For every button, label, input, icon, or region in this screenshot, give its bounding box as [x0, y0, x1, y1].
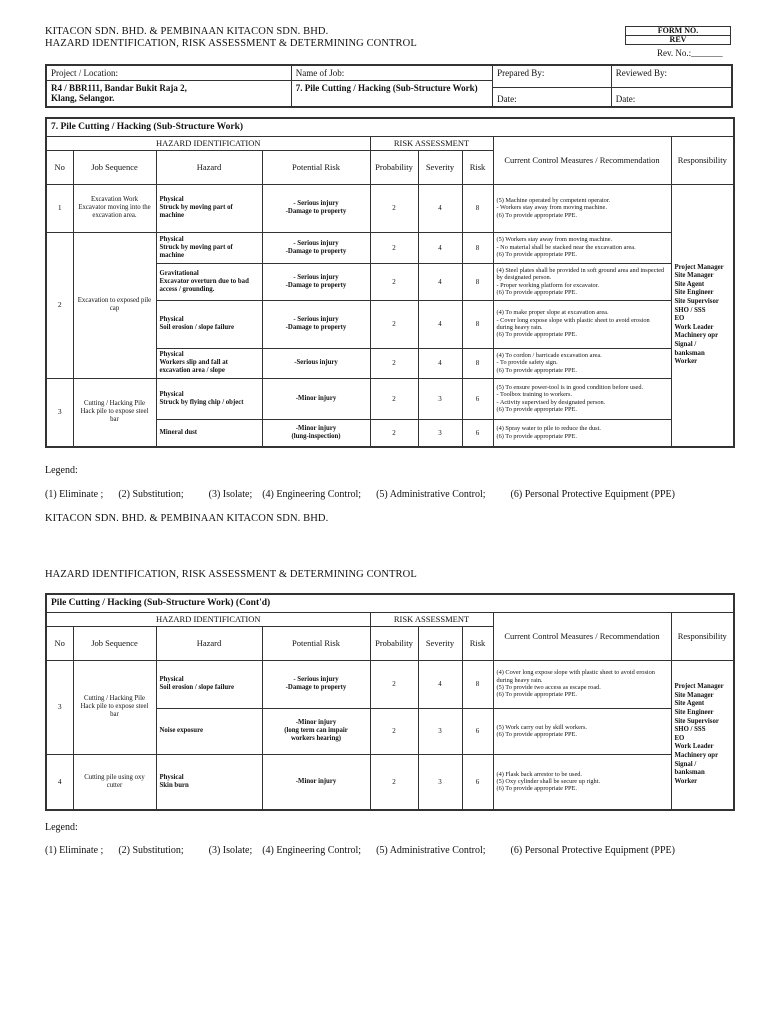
project-info-table: [45, 64, 733, 108]
risk-cell: 8: [462, 300, 493, 348]
job-sequence: Excavation to exposed pile cap: [73, 232, 156, 378]
control-cell: (4) Steel plates shall be provided in soft ground area and inspected by designated person. - Proper working platform for excavator. (6) To provide appropriate PPE.: [493, 263, 671, 300]
hazard-cell: Physical Struck by moving part of machine: [156, 184, 262, 232]
control-measures-header: Current Control Measures / Recommendation: [493, 612, 671, 660]
job-sequence: Cutting / Hacking Pile Hack pile to expose steel bar: [73, 660, 156, 754]
job-sequence-header: Job Sequence: [73, 626, 156, 660]
probability-cell: 2: [370, 263, 418, 300]
hazard-cell: Physical Skin burn: [156, 754, 262, 810]
potential-risk-header: Potential Risk: [262, 150, 370, 184]
control-cell: (5) Work carry out by skill workers. (6) To provide appropriate PPE.: [493, 708, 671, 754]
probability-cell: 2: [370, 708, 418, 754]
severity-cell: 3: [418, 378, 462, 419]
potential-risk-cell: - Serious injury -Damage to property: [262, 184, 370, 232]
control-cell: (4) To make proper slope at excavation area. - Cover long expose slope with plastic sheet to avoid erosion during heavy rain. (6) To provide appropriate PPE.: [493, 300, 671, 348]
row-no: 2: [46, 232, 73, 378]
severity-cell: 3: [418, 419, 462, 447]
risk-cell: 6: [462, 419, 493, 447]
probability-cell: 2: [370, 378, 418, 419]
job-sequence-header: Job Sequence: [73, 150, 156, 184]
hazard-cell: Noise exposure: [156, 708, 262, 754]
prepared-date-label: Date:: [493, 87, 612, 107]
responsibility-cell: Project Manager Site Manager Site Agent Site Engineer Site Supervisor SHO / SSS EO Work Leader Machinery opr Signal / banksman Worker: [671, 660, 734, 810]
probability-cell: 2: [370, 348, 418, 378]
potential-risk-cell: - Serious injury -Damage to property: [262, 660, 370, 708]
hazard-cell: Physical Soil erosion / slope failure: [156, 660, 262, 708]
severity-cell: 4: [418, 660, 462, 708]
probability-cell: 2: [370, 419, 418, 447]
risk-header: Risk: [462, 626, 493, 660]
table-row: [46, 378, 734, 419]
risk-cell: 8: [462, 184, 493, 232]
job-sequence: Cutting pile using oxy cutter: [73, 754, 156, 810]
probability-header: Probability: [370, 626, 418, 660]
risk-table-2: [45, 593, 735, 811]
row-no: 3: [46, 660, 73, 754]
company-name-footer: KITACON SDN. BHD. & PEMBINAAN KITACON SDN. BHD.: [45, 513, 329, 524]
severity-header: Severity: [418, 626, 462, 660]
table-row: [46, 232, 734, 263]
hazard-cell: Physical Workers slip and fall at excavation area / slope: [156, 348, 262, 378]
risk-table-1: [45, 117, 735, 448]
severity-cell: 4: [418, 263, 462, 300]
potential-risk-cell: -Serious injury: [262, 348, 370, 378]
control-measures-header: Current Control Measures / Recommendation: [493, 136, 671, 184]
risk-cell: 6: [462, 708, 493, 754]
severity-cell: 4: [418, 348, 462, 378]
form-no-label: FORM NO.: [626, 27, 731, 36]
responsibility-cell: Project Manager Site Manager Site Agent Site Engineer Site Supervisor SHO / SSS EO Work Leader Machinery opr Signal / banksman Worker: [671, 184, 734, 447]
legend-items-2: (1) Eliminate ; (2) Substitution; (3) Isolate; (4) Engineering Control; (5) Administrative Control; (6) Personal Protective Equipment (PPE): [45, 845, 675, 856]
risk-cell: 8: [462, 263, 493, 300]
potential-risk-cell: - Serious injury -Damage to property: [262, 263, 370, 300]
hazard-identification-header: HAZARD IDENTIFICATION: [46, 612, 370, 626]
risk-cell: 8: [462, 232, 493, 263]
responsibility-header: Responsibility: [671, 612, 734, 660]
project-location-value: R4 / BBR111, Bandar Bukit Raja 2, Klang, Selangor.: [46, 81, 291, 107]
hazard-identification-header: HAZARD IDENTIFICATION: [46, 136, 370, 150]
job-name-value: 7. Pile Cutting / Hacking (Sub-Structure Work): [291, 81, 492, 107]
severity-cell: 4: [418, 232, 462, 263]
potential-risk-cell: - Serious injury -Damage to property: [262, 300, 370, 348]
row-no: 3: [46, 378, 73, 447]
potential-risk-cell: - Serious injury -Damage to property: [262, 232, 370, 263]
table-row: [46, 754, 734, 810]
control-cell: (4) Cover long expose slope with plastic sheet to avoid erosion during heavy rain. (5) To provide two access as escape road. (6) To provide appropriate PPE.: [493, 660, 671, 708]
probability-cell: 2: [370, 232, 418, 263]
prepared-by-label: Prepared By:: [493, 65, 612, 87]
risk-cell: 6: [462, 378, 493, 419]
potential-risk-cell: -Minor injury (long term can impair workers hearing): [262, 708, 370, 754]
control-cell: (4) Flask back arrestor to be used. (5) Oxy cylinder shall be secure up right. (6) To provide appropriate PPE.: [493, 754, 671, 810]
hazard-header: Hazard: [156, 150, 262, 184]
project-location-label: Project / Location:: [46, 65, 291, 81]
hazard-cell: Physical Struck by moving part of machine: [156, 232, 262, 263]
rev-label: REV: [626, 36, 731, 45]
legend-items: (1) Eliminate ; (2) Substitution; (3) Isolate; (4) Engineering Control; (5) Administrative Control; (6) Personal Protective Equipment (PPE): [45, 489, 675, 500]
hazard-cell: Physical Struck by flying chip / object: [156, 378, 262, 419]
probability-cell: 2: [370, 300, 418, 348]
job-sequence: Excavation Work Excavator moving into the excavation area.: [73, 184, 156, 232]
reviewed-date-label: Date:: [611, 87, 732, 107]
risk-cell: 8: [462, 660, 493, 708]
probability-header: Probability: [370, 150, 418, 184]
legend-label: Legend:: [45, 465, 78, 476]
row-no: 4: [46, 754, 73, 810]
no-header: No: [46, 150, 73, 184]
risk-assessment-header: RISK ASSESSMENT: [370, 612, 493, 626]
document-title: HAZARD IDENTIFICATION, RISK ASSESSMENT & DETERMINING CONTROL: [45, 38, 417, 49]
severity-cell: 4: [418, 184, 462, 232]
table-2-title: Pile Cutting / Hacking (Sub-Structure Work) (Cont'd): [46, 594, 734, 612]
severity-header: Severity: [418, 150, 462, 184]
potential-risk-cell: -Minor injury: [262, 378, 370, 419]
control-cell: (5) To ensure power-tool is in good condition before used. - Toolbox training to workers. - Activity supervised by designated person. (6) To provide appropriate PPE.: [493, 378, 671, 419]
control-cell: (5) Machine operated by competent operator. - Workers stay away from moving machine. (6) To provide appropriate PPE.: [493, 184, 671, 232]
risk-header: Risk: [462, 150, 493, 184]
potential-risk-header: Potential Risk: [262, 626, 370, 660]
table-row: [46, 660, 734, 708]
rev-no-field: Rev. No.:_______: [657, 48, 723, 58]
control-cell: (4) To cordon / barricade excavation area. - To provide safety sign. (6) To provide appropriate PPE.: [493, 348, 671, 378]
reviewed-by-label: Reviewed By:: [611, 65, 732, 87]
probability-cell: 2: [370, 660, 418, 708]
table-row: [46, 184, 734, 232]
row-no: 1: [46, 184, 73, 232]
form-number-box: [625, 26, 731, 45]
probability-cell: 2: [370, 184, 418, 232]
hazard-cell: Mineral dust: [156, 419, 262, 447]
risk-cell: 8: [462, 348, 493, 378]
document-title-2: HAZARD IDENTIFICATION, RISK ASSESSMENT & DETERMINING CONTROL: [45, 569, 417, 580]
hazard-cell: Physical Soil erosion / slope failure: [156, 300, 262, 348]
responsibility-header: Responsibility: [671, 136, 734, 184]
job-name-label: Name of Job:: [291, 65, 492, 81]
company-name: KITACON SDN. BHD. & PEMBINAAN KITACON SDN. BHD.: [45, 26, 329, 37]
control-cell: (4) Spray water to pile to reduce the dust. (6) To provide appropriate PPE.: [493, 419, 671, 447]
severity-cell: 3: [418, 754, 462, 810]
potential-risk-cell: -Minor injury (lung-inspection): [262, 419, 370, 447]
severity-cell: 3: [418, 708, 462, 754]
probability-cell: 2: [370, 754, 418, 810]
table-1-title: 7. Pile Cutting / Hacking (Sub-Structure Work): [46, 118, 734, 136]
job-sequence: Cutting / Hacking Pile Hack pile to expose steel bar: [73, 378, 156, 447]
hazard-header: Hazard: [156, 626, 262, 660]
risk-cell: 6: [462, 754, 493, 810]
legend-label-2: Legend:: [45, 822, 78, 833]
potential-risk-cell: -Minor injury: [262, 754, 370, 810]
no-header: No: [46, 626, 73, 660]
severity-cell: 4: [418, 300, 462, 348]
risk-assessment-header: RISK ASSESSMENT: [370, 136, 493, 150]
hazard-cell: Gravitational Excavator overturn due to bad access / grounding.: [156, 263, 262, 300]
control-cell: (5) Workers stay away from moving machine. - No material shall be stacked near the excavation area. (6) To provide appropriate PPE.: [493, 232, 671, 263]
